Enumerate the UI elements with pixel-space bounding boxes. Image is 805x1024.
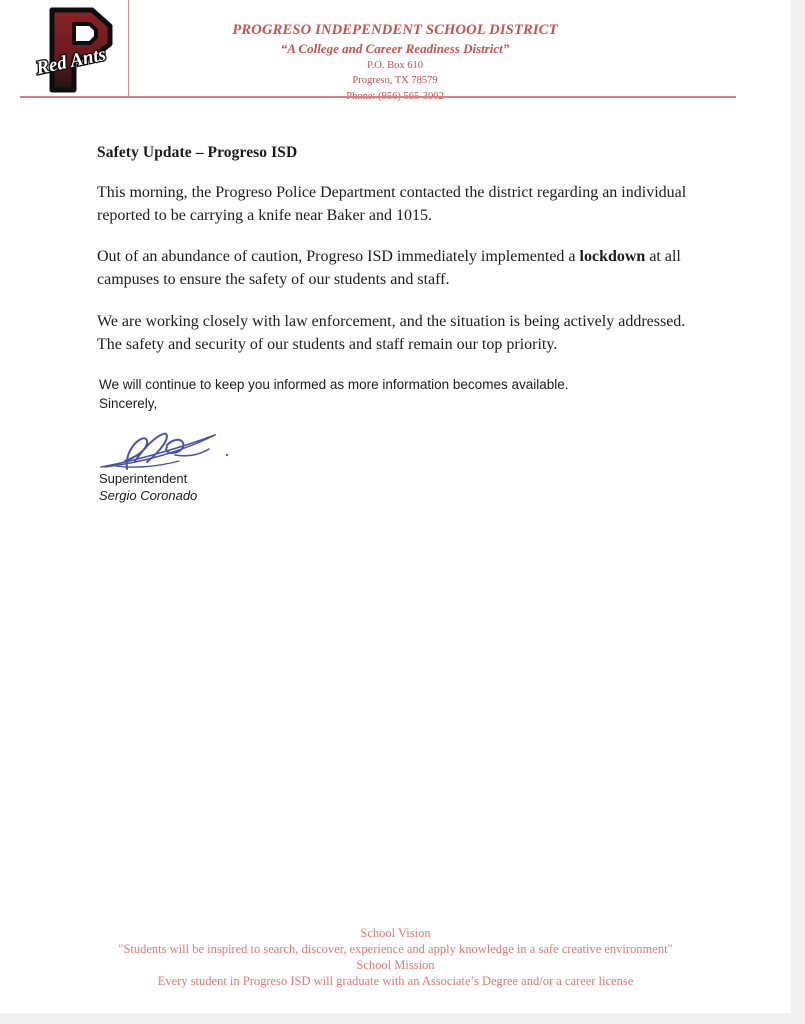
school-mission-text: Every student in Progreso ISD will graduate with an Associate’s Degree and/or a career license xyxy=(157,974,634,988)
letter-body xyxy=(97,144,712,395)
paragraph-2-text-before: Out of an abundance of caution, Progreso ISD immediately implemented a xyxy=(97,248,580,266)
letterhead-vertical-divider xyxy=(128,0,129,97)
letterhead-horizontal-rule xyxy=(20,96,736,98)
letter-paragraph-4: We will continue to keep you informed as more information becomes available. xyxy=(99,377,569,393)
letter-paragraph-1: This morning, the Progreso Police Department contacted the district regarding an individual reported to be carrying a knife near Baker and 1015. xyxy=(97,184,687,224)
district-po-box: P.O. Box 610 xyxy=(366,59,423,71)
district-name: PROGRESO INDEPENDENT SCHOOL DISTRICT xyxy=(232,22,558,38)
school-mission-label: School Mission xyxy=(356,958,435,972)
letter-paragraph-3: We are working closely with law enforcement, and the situation is being actively addressed. The safety and security of our students and staff remain our top priority. xyxy=(97,312,686,353)
letterhead xyxy=(0,0,791,100)
signature-name: Sergio Coronado xyxy=(99,488,198,503)
district-logo xyxy=(30,4,122,96)
school-vision-text: "Students will be inspired to search, discover, experience and apply knowledge in a safe creative environment" xyxy=(118,942,673,956)
district-city-state-zip: Progreso, TX 78579 xyxy=(352,75,438,87)
page-footer xyxy=(0,925,791,989)
lockdown-emphasis: lockdown xyxy=(579,248,646,266)
school-vision-label: School Vision xyxy=(360,926,431,940)
red-ants-p-logo-icon xyxy=(30,4,122,96)
svg-text:Red Ants: Red Ants xyxy=(34,43,108,80)
page-title: Safety Update – Progreso ISD xyxy=(97,144,298,161)
signature-closing: Sincerely, xyxy=(99,396,158,411)
letterhead-text xyxy=(140,22,650,104)
letter-paragraph-2 xyxy=(97,246,712,291)
signature-block xyxy=(99,396,439,503)
handwritten-signature xyxy=(75,417,275,473)
signature-title: Superintendent xyxy=(99,471,188,486)
district-tagline: “A College and Career Readiness District” xyxy=(280,40,510,56)
paragraph-2-text-after: at all campuses to ensure the safety of our students and staff. xyxy=(97,248,681,289)
signature-ink-icon xyxy=(75,417,275,473)
